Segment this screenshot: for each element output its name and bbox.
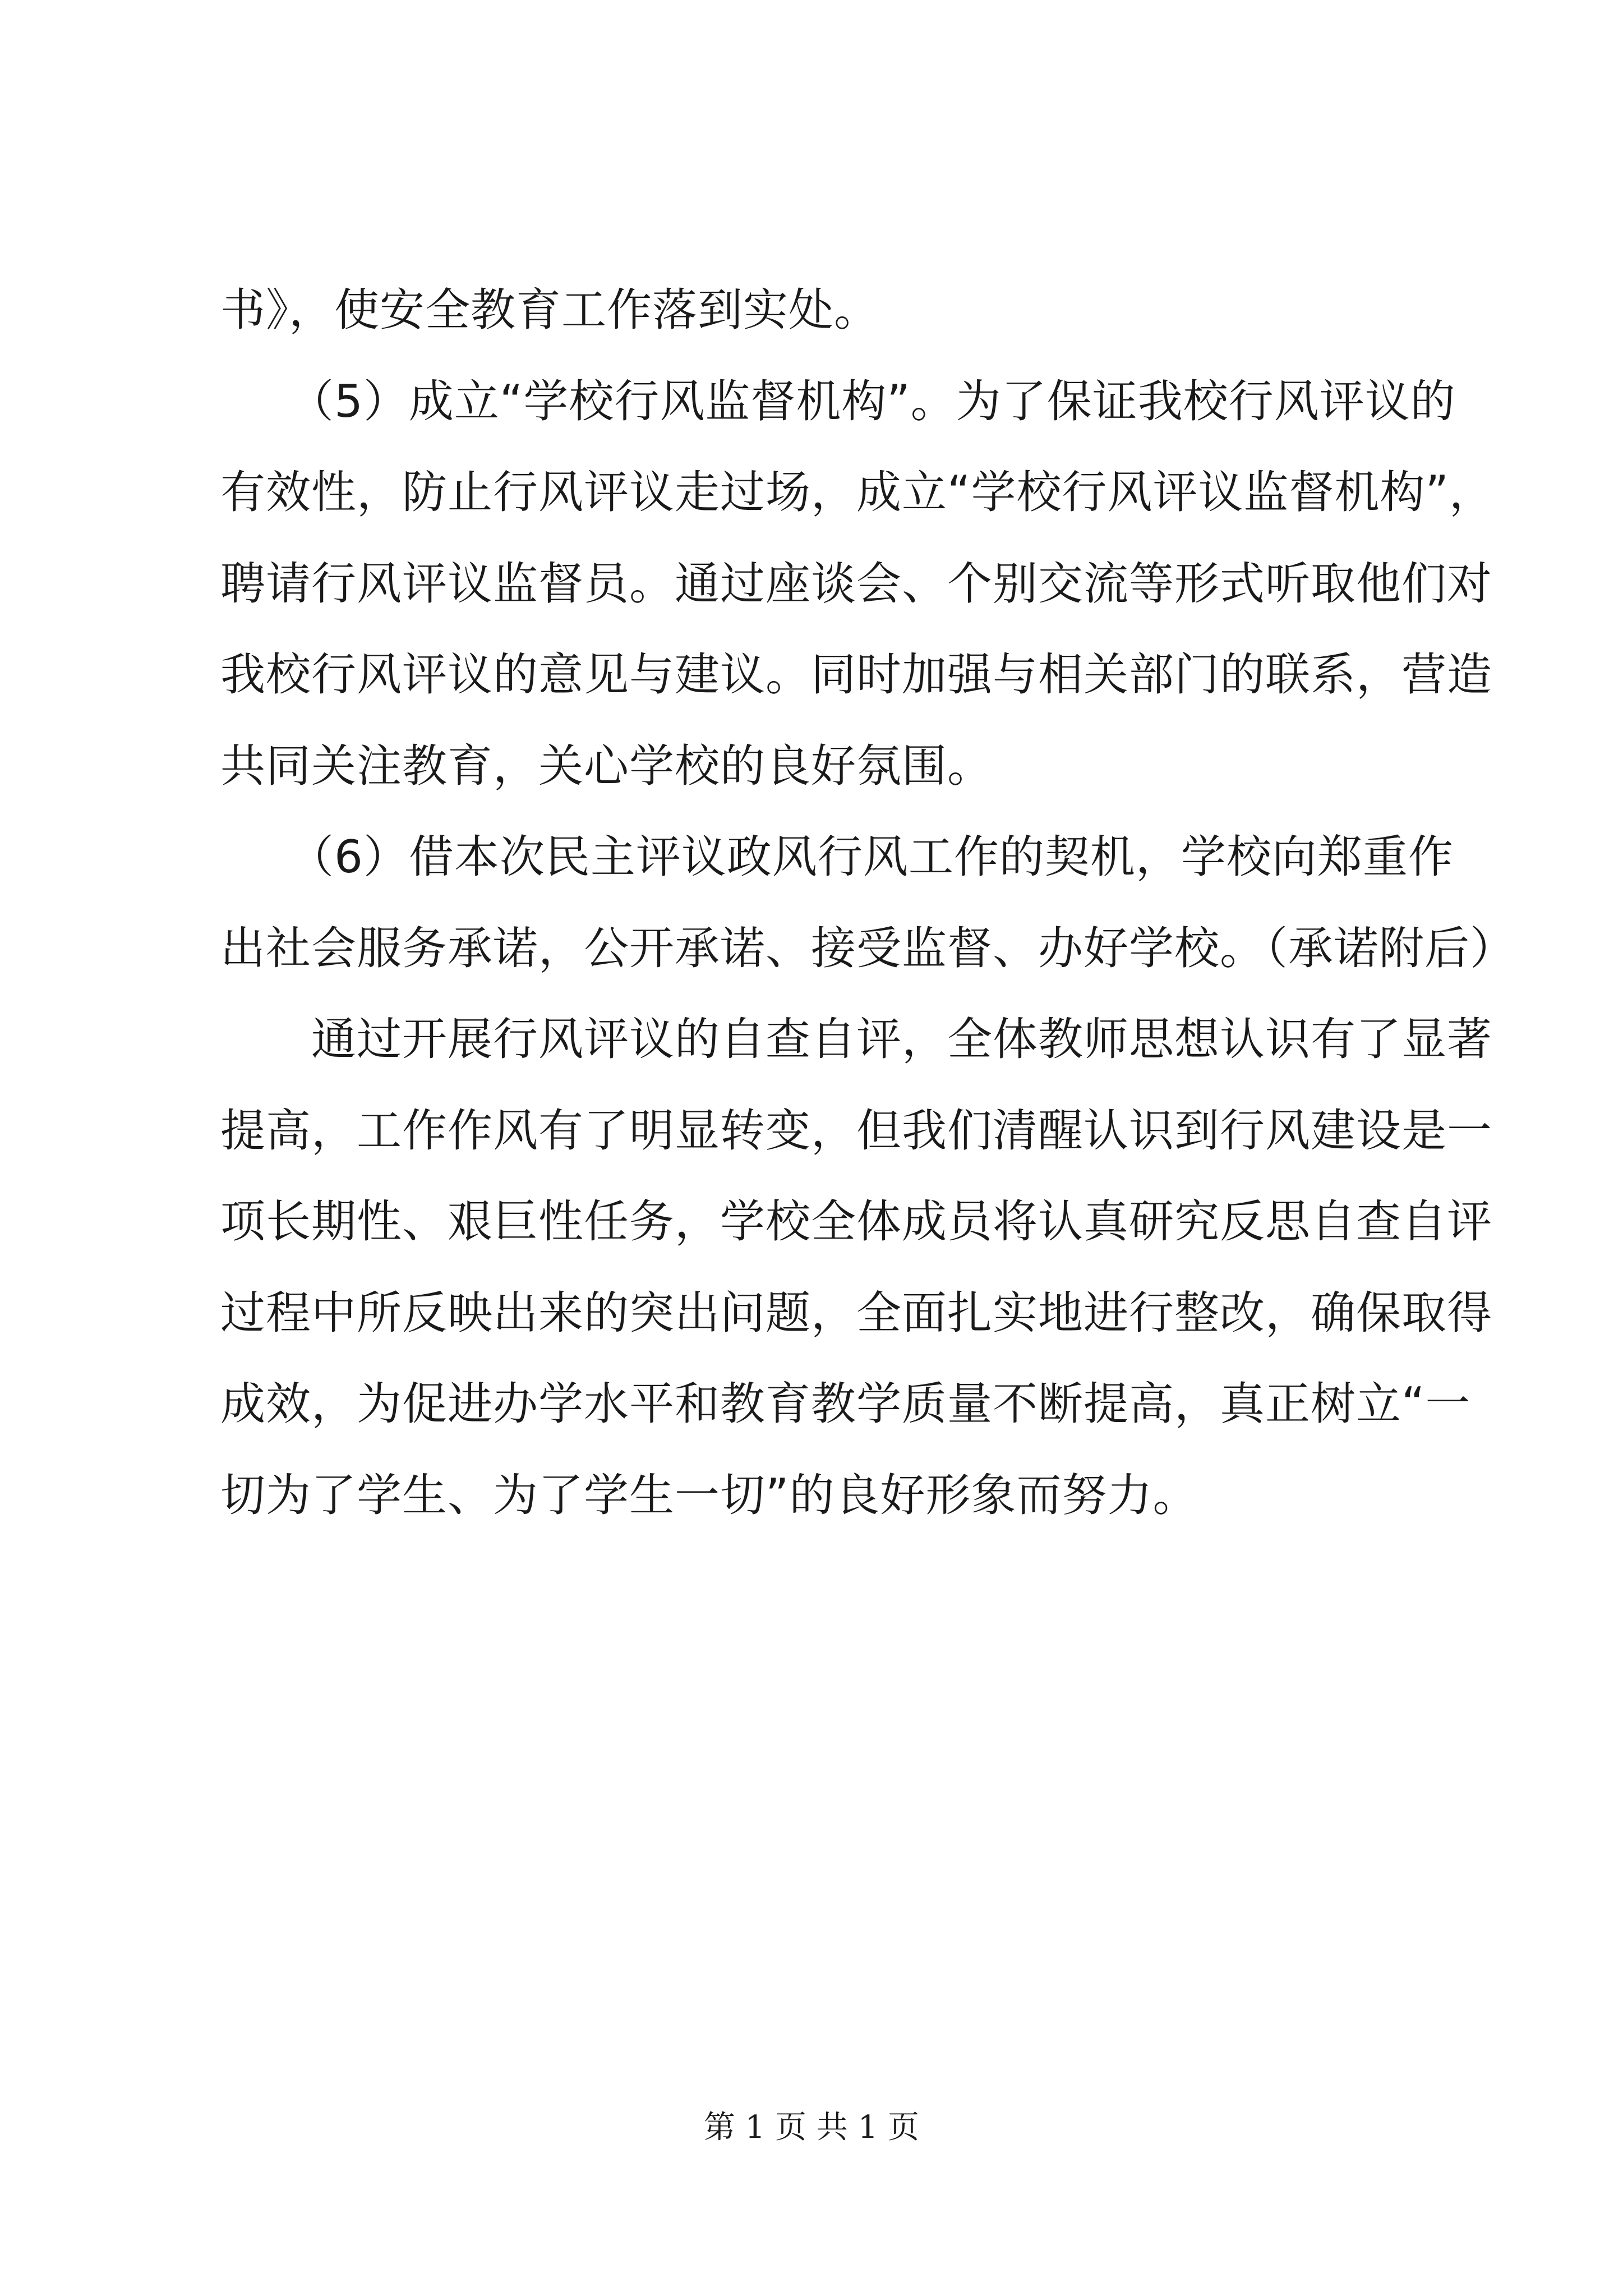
text-line: 出社会服务承诺，公开承诺、接受监督、办好学校。（承诺附后） — [220, 922, 1515, 974]
text-line: 聘请行风评议监督员。通过座谈会、个别交流等形式听取他们对 — [220, 557, 1492, 610]
text-line: 切为了学生、为了学生一切”的良好形象而努力。 — [220, 1469, 1198, 1521]
text-line: 过程中所反映出来的突出问题，全面扎实地进行整改，确保取得 — [220, 1286, 1492, 1339]
text-line: 共同关注教育，关心学校的良好氛围。 — [220, 739, 993, 792]
text-line: 项长期性、艰巨性任务，学校全体成员将认真研究反思自查自评 — [220, 1195, 1492, 1248]
document-body — [220, 265, 1515, 1541]
text-line: 通过开展行风评议的自查自评，全体教师思想认识有了显著 — [220, 1013, 1492, 1065]
text-line: 提高，工作作风有了明显转变，但我们清醒认识到行风建设是一 — [220, 1104, 1492, 1157]
text-line: 成效，为促进办学水平和教育教学质量不断提高，真正树立“一 — [220, 1378, 1471, 1430]
text-line: 我校行风评议的意见与建议。同时加强与相关部门的联系，营造 — [220, 648, 1492, 701]
page-number-footer: 第 1 页 共 1 页 — [703, 2109, 920, 2146]
text-line: （5）成立“学校行风监督机构”。为了保证我校行风评议的 — [220, 375, 1456, 427]
text-line: （6）借本次民主评议政风行风工作的契机，学校向郑重作 — [220, 831, 1454, 883]
text-line: 书》，使安全教育工作落到实处。 — [220, 284, 879, 336]
text-line: 有效性，防止行风评议走过场，成立“学校行风评议监督机构”， — [220, 466, 1495, 518]
